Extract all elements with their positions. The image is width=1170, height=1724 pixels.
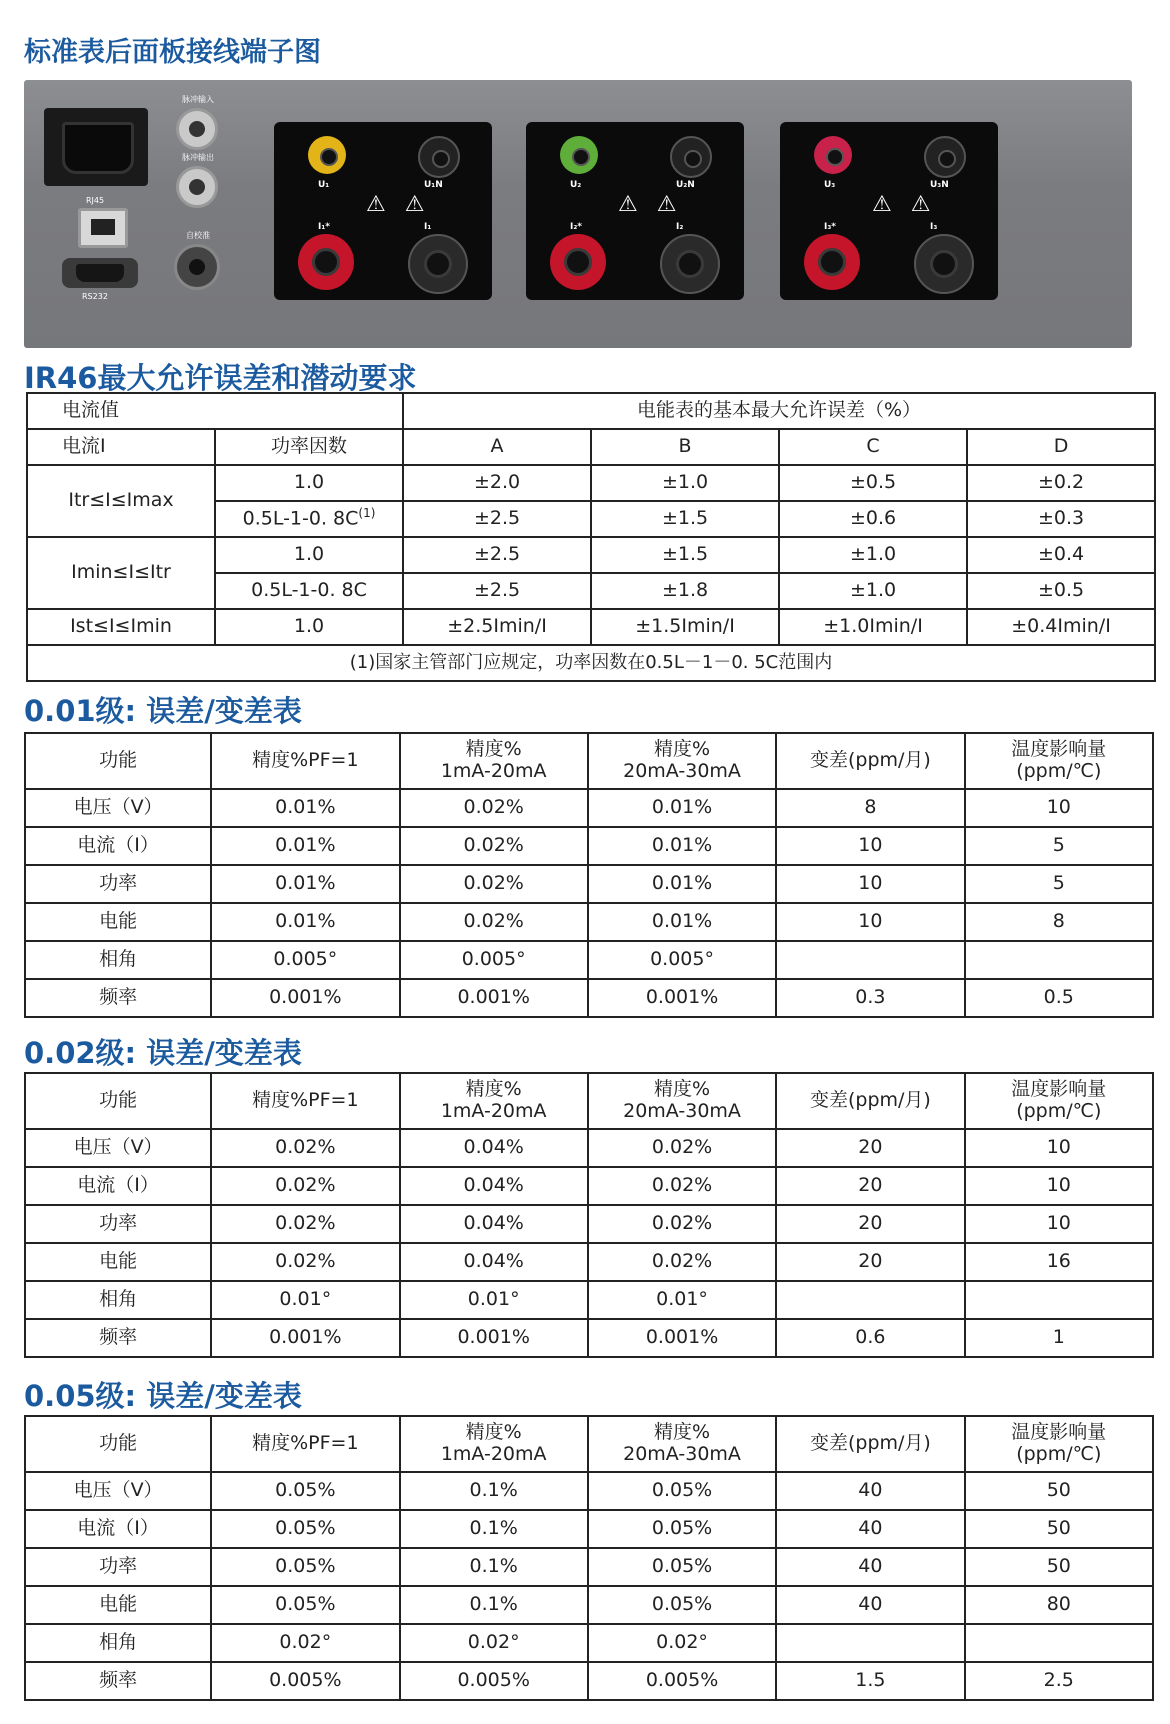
table-cell: 0.02%	[588, 1129, 776, 1167]
table-cell: ±1.0	[591, 465, 779, 501]
power-inlet	[44, 108, 148, 186]
table-cell	[776, 941, 964, 979]
panel-section-title: 标准表后面板接线端子图	[24, 37, 321, 68]
table-cell: 0.1%	[400, 1510, 588, 1548]
table-cell	[965, 1624, 1153, 1662]
current-jack-1-out	[408, 234, 468, 294]
function-cell: 电压（V）	[25, 1472, 211, 1510]
table-row	[25, 827, 1153, 865]
channel-1-terminals	[274, 122, 492, 300]
i3-star-label: I₃*	[824, 222, 836, 232]
function-cell: 相角	[25, 941, 211, 979]
channel-2-terminals	[526, 122, 744, 300]
table-cell: 0.001%	[588, 979, 776, 1017]
table-cell: 0.04%	[400, 1129, 588, 1167]
table-cell: 1.0	[215, 609, 403, 645]
table-cell: ±1.0	[779, 573, 967, 609]
table-cell: 50	[965, 1510, 1153, 1548]
table-cell	[776, 1624, 964, 1662]
table-row	[27, 609, 1155, 645]
table-cell	[965, 941, 1153, 979]
table-row	[27, 429, 1155, 465]
warning-icon: ⚠ ⚠	[872, 192, 937, 217]
table-cell: 40	[776, 1510, 964, 1548]
grade-002-title: 0.02级: 误差/变差表	[24, 1036, 302, 1070]
voltage-jack-3	[814, 136, 852, 174]
header-cell: 功率因数	[215, 429, 403, 465]
current-jack-3-out	[914, 234, 974, 294]
voltage-jack-1	[308, 136, 346, 174]
u2-label: U₂	[570, 180, 582, 190]
table-cell: 0.01%	[211, 903, 399, 941]
current-jack-3-in	[804, 234, 860, 290]
table-cell: 50	[965, 1472, 1153, 1510]
table-row	[25, 1167, 1153, 1205]
voltage-neutral-jack-2	[670, 136, 712, 178]
table-row	[25, 1129, 1153, 1167]
table-cell: ±1.0Imin/I	[779, 609, 967, 645]
table-cell: ±0.5	[779, 465, 967, 501]
header-cell: 精度%PF=1	[211, 1073, 399, 1129]
table-row	[25, 1624, 1153, 1662]
table-row	[25, 865, 1153, 903]
table-cell: 0.02%	[400, 789, 588, 827]
header-cell: B	[591, 429, 779, 465]
function-cell: 功率	[25, 1205, 211, 1243]
table-cell: 0.1%	[400, 1472, 588, 1510]
table-cell: ±2.5	[403, 501, 591, 537]
table-cell: ±0.3	[967, 501, 1155, 537]
channel-3-terminals	[780, 122, 998, 300]
range-cell: Itr≤I≤Imax	[27, 465, 215, 537]
table-cell: 0.02°	[588, 1624, 776, 1662]
header-cell: A	[403, 429, 591, 465]
table-row	[27, 393, 1155, 429]
table-cell: 0.01%	[211, 827, 399, 865]
header-cell: 温度影响量 (ppm/℃)	[965, 1416, 1153, 1472]
function-cell: 电能	[25, 903, 211, 941]
table-cell: 0.02%	[211, 1243, 399, 1281]
table-cell: 1.0	[215, 465, 403, 501]
table-cell: 20	[776, 1167, 964, 1205]
table-cell: ±1.5	[591, 501, 779, 537]
header-cell: 功能	[25, 1073, 211, 1129]
table-cell: 0.05%	[588, 1510, 776, 1548]
table-cell: ±0.2	[967, 465, 1155, 501]
table-cell: 0.005%	[588, 1662, 776, 1700]
function-cell: 相角	[25, 1624, 211, 1662]
table-cell: 0.01%	[588, 903, 776, 941]
table-cell: 10	[965, 789, 1153, 827]
table-cell: 0.05%	[588, 1548, 776, 1586]
table-cell: 0.005%	[211, 1662, 399, 1700]
table-row	[25, 1548, 1153, 1586]
header-cell: 精度% 20mA-30mA	[588, 1416, 776, 1472]
table-cell: 0.01°	[400, 1281, 588, 1319]
table-cell: 0.005%	[400, 1662, 588, 1700]
table-row	[25, 941, 1153, 979]
table-cell: 0.02%	[588, 1205, 776, 1243]
table-row	[25, 1510, 1153, 1548]
footnote: (1)国家主管部门应规定，功率因数在0.5L－1－0. 5C范围内	[27, 645, 1155, 681]
i2-label: I₂	[676, 222, 684, 232]
u3n-label: U₃N	[930, 180, 949, 190]
ir46-table	[26, 392, 1156, 682]
pulse-in-connector	[176, 108, 218, 150]
table-row	[27, 645, 1155, 681]
function-cell: 电压（V）	[25, 1129, 211, 1167]
table-cell: 0.001%	[211, 1319, 399, 1357]
table-cell: 0.01%	[588, 865, 776, 903]
table-cell: 0.02%	[211, 1205, 399, 1243]
table-cell: 0.01°	[211, 1281, 399, 1319]
table-cell: 0.01°	[588, 1281, 776, 1319]
table-cell: 20	[776, 1129, 964, 1167]
range-cell: Ist≤I≤Imin	[27, 609, 215, 645]
pulse-in-label: 脉冲输入	[182, 95, 214, 104]
table-cell: 0.6	[776, 1319, 964, 1357]
function-cell: 电流（I）	[25, 1510, 211, 1548]
table-cell: ±1.5Imin/I	[591, 609, 779, 645]
current-jack-2-in	[550, 234, 606, 290]
i1-label: I₁	[424, 222, 432, 232]
table-cell: 0.05%	[211, 1548, 399, 1586]
table-cell: 0.02%	[400, 865, 588, 903]
table-cell: ±2.5	[403, 537, 591, 573]
function-cell: 功率	[25, 1548, 211, 1586]
table-row	[25, 1472, 1153, 1510]
rear-panel-image	[24, 80, 1132, 348]
table-cell: 5	[965, 865, 1153, 903]
header-cell: 精度% 1mA-20mA	[400, 733, 588, 789]
rs232-port	[62, 258, 138, 288]
table-cell: ±1.8	[591, 573, 779, 609]
function-cell: 频率	[25, 1662, 211, 1700]
table-cell: 0.04%	[400, 1243, 588, 1281]
table-row	[25, 979, 1153, 1017]
table-cell: 0.5	[965, 979, 1153, 1017]
table-row	[25, 903, 1153, 941]
table-cell: 20	[776, 1243, 964, 1281]
function-cell: 频率	[25, 979, 211, 1017]
header-cell: 温度影响量 (ppm/℃)	[965, 1073, 1153, 1129]
u1n-label: U₁N	[424, 180, 443, 190]
table-cell: 10	[965, 1167, 1153, 1205]
table-cell: 0.005°	[400, 941, 588, 979]
table-cell: 0.01%	[588, 789, 776, 827]
table-cell: ±1.5	[591, 537, 779, 573]
grade-005-table	[24, 1415, 1154, 1701]
table-cell: 40	[776, 1548, 964, 1586]
range-cell: Imin≤I≤Itr	[27, 537, 215, 609]
table-cell: ±2.5	[403, 573, 591, 609]
table-cell: 2.5	[965, 1662, 1153, 1700]
header-cell: 温度影响量 (ppm/℃)	[965, 733, 1153, 789]
i1-star-label: I₁*	[318, 222, 330, 232]
function-cell: 电能	[25, 1243, 211, 1281]
rs232-label: RS232	[82, 292, 108, 301]
header-row	[25, 1416, 1153, 1472]
table-cell: 0.05%	[588, 1472, 776, 1510]
header-cell: 电流值	[27, 393, 403, 429]
header-cell: 电流I	[27, 429, 215, 465]
rj45-port	[78, 208, 128, 248]
pf-value: 0.5L-1-0. 8C	[242, 507, 359, 530]
grade-005-title: 0.05级: 误差/变差表	[24, 1379, 302, 1413]
table-cell: 0.005°	[588, 941, 776, 979]
header-cell: D	[967, 429, 1155, 465]
table-cell: 0.001%	[400, 1319, 588, 1357]
table-cell: 40	[776, 1586, 964, 1624]
table-row	[25, 1281, 1153, 1319]
table-cell: 5	[965, 827, 1153, 865]
table-cell: ±1.0	[779, 537, 967, 573]
table-cell: 16	[965, 1243, 1153, 1281]
table-row	[25, 1243, 1153, 1281]
header-cell: C	[779, 429, 967, 465]
table-cell: 10	[776, 903, 964, 941]
pulse-out-connector	[176, 166, 218, 208]
grade-001-table	[24, 732, 1154, 1018]
function-cell: 功率	[25, 865, 211, 903]
table-row	[27, 537, 1155, 573]
header-cell: 精度% 1mA-20mA	[400, 1073, 588, 1129]
header-row	[25, 1073, 1153, 1129]
header-cell: 精度% 20mA-30mA	[588, 1073, 776, 1129]
header-cell: 功能	[25, 1416, 211, 1472]
header-cell: 精度%PF=1	[211, 1416, 399, 1472]
table-cell: 0.3	[776, 979, 964, 1017]
table-cell: ±0.4Imin/I	[967, 609, 1155, 645]
table-cell: 80	[965, 1586, 1153, 1624]
table-cell: 1.0	[215, 537, 403, 573]
warning-icon: ⚠ ⚠	[366, 192, 431, 217]
table-cell: 0.1%	[400, 1548, 588, 1586]
header-cell: 变差(ppm/月)	[776, 1416, 964, 1472]
table-cell: 40	[776, 1472, 964, 1510]
header-cell: 精度% 1mA-20mA	[400, 1416, 588, 1472]
table-cell: 20	[776, 1205, 964, 1243]
table-cell: 0.02%	[400, 827, 588, 865]
function-cell: 电压（V）	[25, 789, 211, 827]
table-row	[25, 1319, 1153, 1357]
table-cell: 0.5L-1-0. 8C	[215, 573, 403, 609]
table-cell: 1	[965, 1319, 1153, 1357]
table-cell: 0.01%	[211, 865, 399, 903]
table-cell: 0.04%	[400, 1167, 588, 1205]
table-row	[27, 465, 1155, 501]
function-cell: 电流（I）	[25, 827, 211, 865]
table-row	[25, 1586, 1153, 1624]
self-check-label: 自校准	[186, 231, 210, 240]
table-cell: 0.005°	[211, 941, 399, 979]
table-cell: 0.05%	[211, 1586, 399, 1624]
function-cell: 频率	[25, 1319, 211, 1357]
table-cell: 0.001%	[588, 1319, 776, 1357]
table-cell: 8	[965, 903, 1153, 941]
table-cell: 0.01%	[588, 827, 776, 865]
function-cell: 电流（I）	[25, 1167, 211, 1205]
table-cell: 0.02°	[400, 1624, 588, 1662]
header-row	[25, 733, 1153, 789]
table-row	[25, 1662, 1153, 1700]
warning-icon: ⚠ ⚠	[618, 192, 683, 217]
u3-label: U₃	[824, 180, 836, 190]
table-cell: 1.5	[776, 1662, 964, 1700]
table-cell: 8	[776, 789, 964, 827]
grade-001-title: 0.01级: 误差/变差表	[24, 694, 302, 728]
function-cell: 电能	[25, 1586, 211, 1624]
table-cell	[215, 501, 403, 537]
table-cell: 10	[965, 1205, 1153, 1243]
self-check-connector	[174, 244, 220, 290]
current-jack-1-in	[298, 234, 354, 290]
table-cell: 10	[776, 827, 964, 865]
current-jack-2-out	[660, 234, 720, 294]
voltage-neutral-jack-1	[418, 136, 460, 178]
i2-star-label: I₂*	[570, 222, 582, 232]
table-cell: 0.05%	[211, 1510, 399, 1548]
grade-002-table	[24, 1072, 1154, 1358]
table-cell: 0.02%	[211, 1129, 399, 1167]
table-cell: ±2.0	[403, 465, 591, 501]
table-cell: 10	[965, 1129, 1153, 1167]
table-cell: 0.001%	[400, 979, 588, 1017]
table-cell: 0.1%	[400, 1586, 588, 1624]
rj45-label: RJ45	[86, 196, 105, 205]
table-row	[25, 789, 1153, 827]
table-cell: ±0.4	[967, 537, 1155, 573]
table-cell: 0.001%	[211, 979, 399, 1017]
voltage-neutral-jack-3	[924, 136, 966, 178]
table-cell: 10	[776, 865, 964, 903]
voltage-jack-2	[560, 136, 598, 174]
table-cell: 0.05%	[211, 1472, 399, 1510]
pulse-out-label: 脉冲输出	[182, 153, 214, 162]
header-cell: 功能	[25, 733, 211, 789]
i3-label: I₃	[930, 222, 938, 232]
table-cell: 50	[965, 1548, 1153, 1586]
table-cell: 0.02%	[588, 1243, 776, 1281]
table-cell: ±0.5	[967, 573, 1155, 609]
header-cell: 精度%PF=1	[211, 733, 399, 789]
header-cell: 精度% 20mA-30mA	[588, 733, 776, 789]
table-cell: 0.05%	[588, 1586, 776, 1624]
table-cell: 0.01%	[211, 789, 399, 827]
table-cell: 0.02°	[211, 1624, 399, 1662]
table-cell: ±2.5Imin/I	[403, 609, 591, 645]
table-cell: 0.02%	[588, 1167, 776, 1205]
header-cell: 变差(ppm/月)	[776, 1073, 964, 1129]
table-cell: 0.02%	[400, 903, 588, 941]
u1-label: U₁	[318, 180, 330, 190]
u2n-label: U₂N	[676, 180, 695, 190]
table-cell: 0.04%	[400, 1205, 588, 1243]
function-cell: 相角	[25, 1281, 211, 1319]
header-cell: 电能表的基本最大允许误差（%）	[403, 393, 1155, 429]
header-cell: 变差(ppm/月)	[776, 733, 964, 789]
table-row	[25, 1205, 1153, 1243]
table-cell	[776, 1281, 964, 1319]
table-cell: 0.02%	[211, 1167, 399, 1205]
footnote-mark: (1)	[358, 506, 376, 521]
table-cell	[965, 1281, 1153, 1319]
table-cell: ±0.6	[779, 501, 967, 537]
ir46-title: IR46最大允许误差和潜动要求	[24, 361, 417, 395]
